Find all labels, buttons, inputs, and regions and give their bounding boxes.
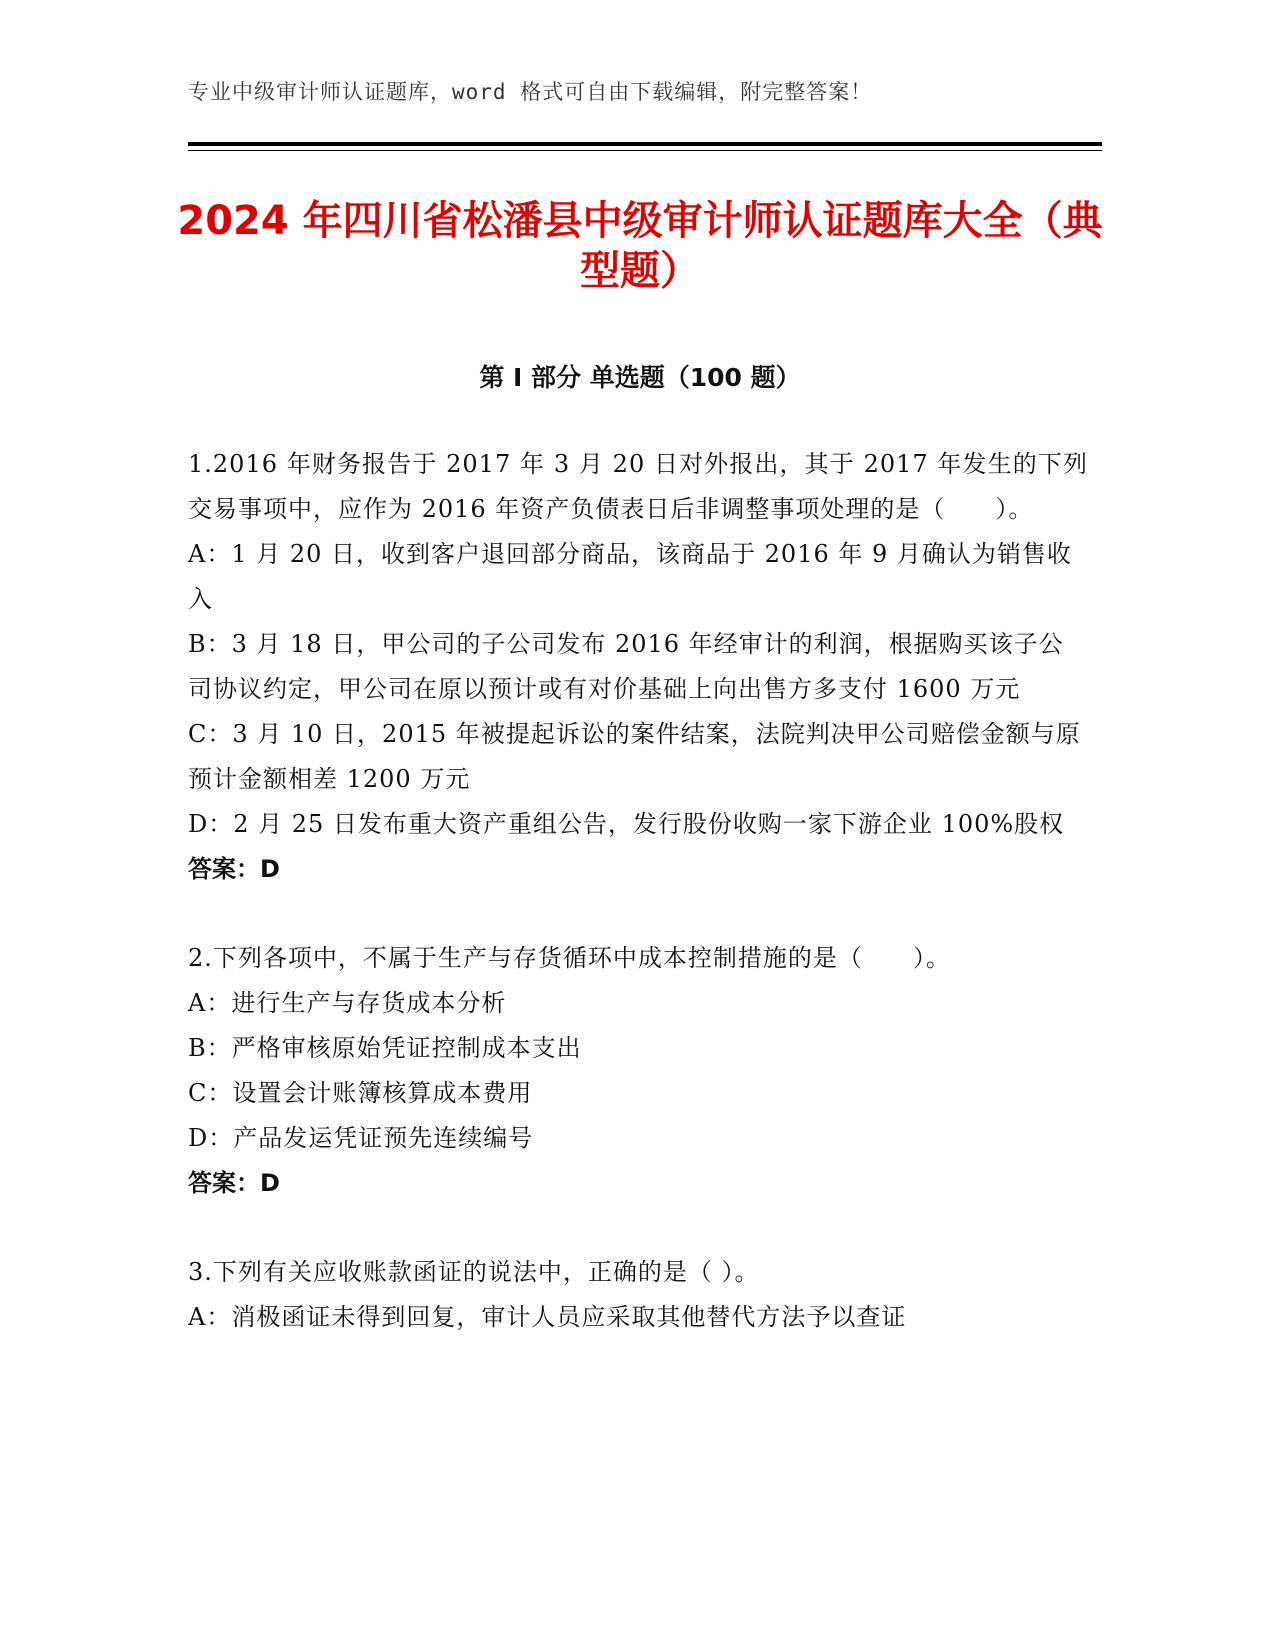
answer: 答案：D	[188, 855, 280, 883]
question-stem: 3.下列有关应收账款函证的说法中，正确的是（ ）。	[188, 1258, 760, 1286]
option-a: A：消极函证未得到回复，审计人员应采取其他替代方法予以查证	[188, 1303, 907, 1331]
header-note: 专业中级审计师认证题库，word 格式可自由下载编辑，附完整答案！	[188, 80, 873, 104]
question-stem: 2.下列各项中，不属于生产与存货循环中成本控制措施的是（ ）。	[188, 944, 951, 972]
question-stem: 1.2016 年财务报告于 2017 年 3 月 20 日对外报出，其于 2017 年发生的下列交易事项中，应作为 2016 年资产负债表日后非调整事项处理的是（ ）。	[188, 450, 1088, 523]
question-2	[188, 936, 1088, 1206]
section-heading: 第 I 部分 单选题（100 题）	[479, 363, 801, 392]
option-c: C：设置会计账簿核算成本费用	[188, 1079, 533, 1107]
document-title: 2024 年四川省松潘县中级审计师认证题库大全（典型题）	[177, 198, 1103, 294]
option-b: B：3 月 18 日，甲公司的子公司发布 2016 年经审计的利润，根据购买该子公司协议约定，甲公司在原以预计或有对价基础上向出售方多支付 1600 万元	[188, 630, 1064, 703]
question-1	[188, 442, 1088, 892]
option-d: D：产品发运凭证预先连续编号	[188, 1124, 534, 1152]
option-c: C：3 月 10 日，2015 年被提起诉讼的案件结案，法院判决甲公司赔偿金额与原预计金额相差 1200 万元	[188, 720, 1081, 793]
header-divider-thick	[188, 142, 1102, 146]
answer: 答案：D	[188, 1169, 280, 1197]
header-divider-thin	[188, 150, 1102, 151]
option-a: A：进行生产与存货成本分析	[188, 989, 507, 1017]
question-3	[188, 1250, 1088, 1340]
option-d: D：2 月 25 日发布重大资产重组公告，发行股份收购一家下游企业 100%股权	[188, 810, 1065, 838]
option-a: A：1 月 20 日，收到客户退回部分商品，该商品于 2016 年 9 月确认为销售收入	[188, 540, 1072, 613]
option-b: B：严格审核原始凭证控制成本支出	[188, 1034, 582, 1062]
question-list	[188, 442, 1088, 1384]
